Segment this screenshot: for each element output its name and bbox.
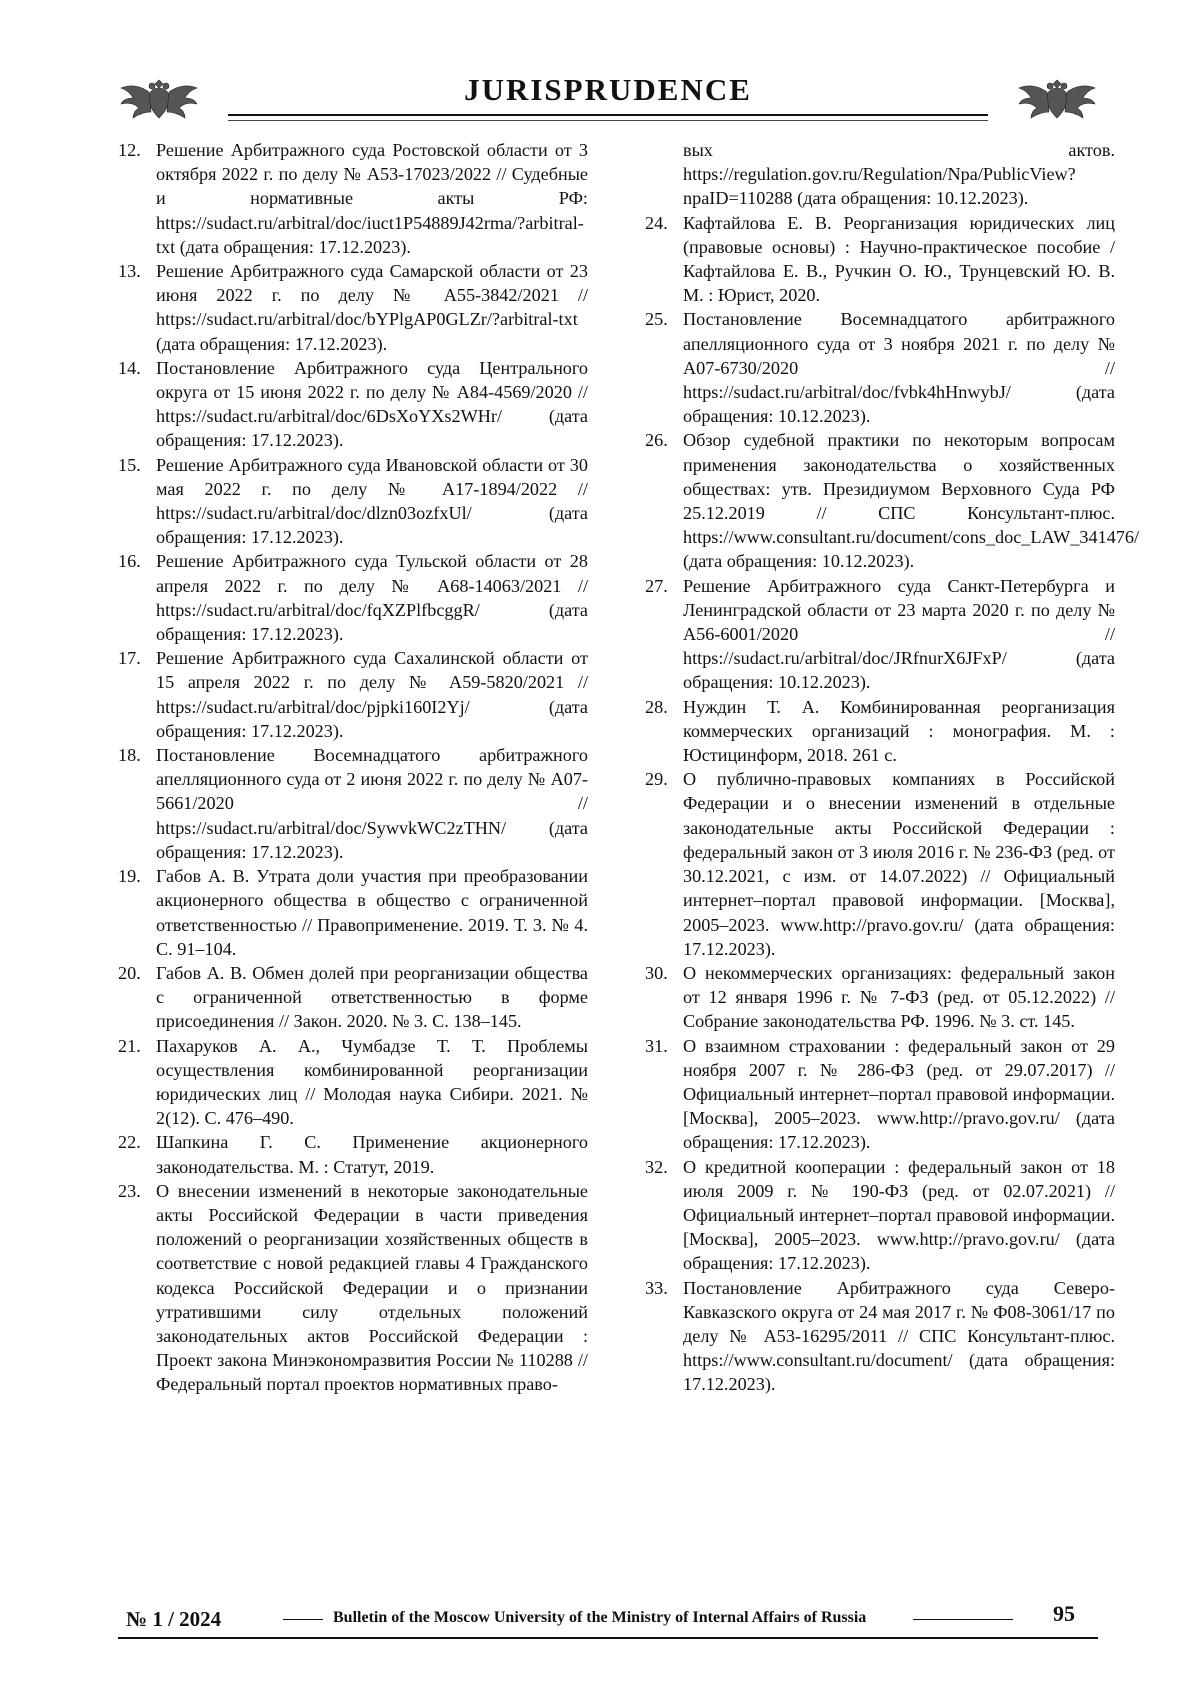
reference-number: 29. bbox=[645, 769, 668, 790]
double-headed-eagle-emblem-icon bbox=[1016, 74, 1098, 126]
reference-text: Решение Арбитражного суда Тульской области от 28 апреля 2022 г. по делу № А68-14063/2021 // https://sudact.ru/arbitral/doc/fqXZPlfbcggR/ (дата обращения: 17.12.2023). bbox=[156, 551, 588, 645]
reference-text: О кредитной кооперации : федеральный закон от 18 июля 2009 г. № 190-ФЗ (ред. от 02.07.2021) // Официальный интернет–портал правовой информации. [Москва], 2005–2023. www.http://pravo.gov.ru/ (дата обращения: 17.12.2023). bbox=[683, 1156, 1115, 1274]
reference-number: 15. bbox=[118, 454, 141, 475]
section-title: JURISPRUDENCE bbox=[464, 72, 752, 107]
reference-text: О некоммерческих организациях: федеральный закон от 12 января 1996 г. № 7-ФЗ (ред. от 05.12.2022) // Собрание законодательства РФ. 1996. № 3. ст. 145. bbox=[683, 962, 1115, 1032]
reference-text: Решение Арбитражного суда Сахалинской области от 15 апреля 2022 г. по делу № А59-5820/2021 // https://sudact.ru/arbitral/doc/pjpki160I2Yj/ (дата обращения: 17.12.2023). bbox=[156, 648, 588, 741]
reference-text: Обзор судебной практики по некоторым вопросам применения законодательства о хозяйственных обществах: утв. Президиумом Верховного Суда РФ 25.12.2019 // СПС Консультант-плюс. https://www.consultant.ru/document/cons_doc_LAW_341476/ (дата обращения: 10.12.2023). bbox=[683, 430, 1140, 572]
reference-number: 20. bbox=[118, 962, 141, 983]
reference-number: 18. bbox=[118, 745, 141, 766]
page-number: 95 bbox=[1053, 1601, 1075, 1626]
reference-item bbox=[645, 961, 1115, 1034]
reference-number: 30. bbox=[645, 962, 668, 983]
reference-item bbox=[118, 961, 588, 1034]
reference-text: Решение Арбитражного суда Самарской области от 23 июня 2022 г. по делу № А55-3842/2021 // https://sudact.ru/arbitral/doc/bYPlgAP0GLZr/?arbitral-txt (дата обращения: 17.12.2023). bbox=[156, 261, 588, 354]
reference-number: 17. bbox=[118, 648, 141, 669]
reference-item bbox=[645, 211, 1115, 308]
reference-item bbox=[645, 1155, 1115, 1276]
journal-title: Bulletin of the Moscow University of the Ministry of Internal Affairs of Russia bbox=[333, 1609, 867, 1626]
reference-item bbox=[645, 767, 1115, 961]
reference-text: Постановление Восемнадцатого арбитражного апелляционного суда от 3 ноября 2021 г. по делу № А07-6730/2020 // https://sudact.ru/arbitral/doc/fvbk4hHnwybJ/ (дата обращения: 10.12.2023). bbox=[683, 309, 1115, 427]
reference-item bbox=[645, 695, 1115, 768]
reference-number: 28. bbox=[645, 696, 668, 717]
reference-number: 33. bbox=[645, 1277, 668, 1298]
reference-item bbox=[118, 743, 588, 864]
reference-text: Нуждин Т. А. Комбинированная реорганизация коммерческих организаций : монография. М. : Юстицинформ, 2018. 261 с. bbox=[683, 696, 1115, 766]
reference-number: 21. bbox=[118, 1035, 141, 1056]
reference-number: 12. bbox=[118, 140, 141, 160]
reference-item bbox=[645, 574, 1115, 695]
reference-item bbox=[118, 259, 588, 356]
header-divider-thin bbox=[228, 120, 988, 121]
reference-text: Шапкина Г. С. Применение акционерного законодательства. М. : Статут, 2019. bbox=[156, 1132, 588, 1177]
reference-number: 19. bbox=[118, 866, 141, 887]
reference-number: 22. bbox=[118, 1132, 141, 1153]
footer-divider bbox=[118, 1637, 1098, 1639]
reference-number: 26. bbox=[645, 430, 668, 451]
reference-number: 16. bbox=[118, 551, 141, 572]
reference-number: 23. bbox=[118, 1180, 141, 1201]
double-headed-eagle-emblem-icon bbox=[118, 74, 200, 126]
reference-item bbox=[645, 1276, 1115, 1397]
references-column-right bbox=[645, 138, 1140, 1397]
reference-item bbox=[118, 1034, 588, 1131]
reference-text: О внесении изменений в некоторые законодательные акты Российской Федерации в части приведения положений о реорганизации хозяйственных обществ в соответствие с новой редакцией главы 4 Гражданского кодекса Российской Федерации и о признании утратившими силу отдельных положений законодательных актов Российской Федерации : Проект закона Минэкономразвития России № 110288 // Федеральный портал проектов нормативных право- bbox=[156, 1180, 588, 1395]
references-column-left bbox=[118, 138, 588, 1397]
reference-number: 31. bbox=[645, 1035, 668, 1056]
reference-number: 32. bbox=[645, 1156, 668, 1177]
reference-item bbox=[645, 1034, 1115, 1155]
reference-item bbox=[118, 138, 588, 259]
reference-number: 25. bbox=[645, 309, 668, 330]
reference-number: 14. bbox=[118, 357, 141, 378]
reference-text: Габов А. В. Утрата доли участия при преобразовании акционерного общества в общество с ограниченной ответственностью // Правоприменение. 2019. Т. 3. № 4. С. 91–104. bbox=[156, 866, 588, 959]
header-divider bbox=[228, 114, 988, 116]
reference-continuation: вых актов. https://regulation.gov.ru/Regulation/Npa/PublicView?npaID=110288 (дата обращения: 10.12.2023). bbox=[683, 140, 1115, 209]
footer-dash bbox=[283, 1619, 323, 1620]
reference-item bbox=[118, 1179, 588, 1397]
reference-text: Постановление Арбитражного суда Центрального округа от 15 июня 2022 г. по делу № А84-4569/2020 // https://sudact.ru/arbitral/doc/6DsXoYXs2WHr/ (дата обращения: 17.12.2023). bbox=[156, 357, 588, 451]
reference-item bbox=[645, 307, 1115, 428]
reference-text: Кафтайлова Е. В. Реорганизация юридических лиц (правовые основы) : Научно-практическое пособие / Кафтайлова Е. В., Ручкин О. Ю., Трунцевский Ю. В. М. : Юрист, 2020. bbox=[683, 212, 1115, 306]
reference-text: Габов А. В. Обмен долей при реорганизации общества с ограниченной ответственностью в форме присоединения // Закон. 2020. № 3. С. 138–145. bbox=[156, 962, 588, 1032]
reference-item bbox=[118, 646, 588, 743]
reference-number: 13. bbox=[118, 261, 141, 282]
reference-text: О взаимном страховании : федеральный закон от 29 ноября 2007 г. № 286-ФЗ (ред. от 29.07.2017) // Официальный интернет–портал правовой информации. [Москва], 2005–2023. www.http://pravo.gov.ru/ (дата обращения: 17.12.2023). bbox=[683, 1035, 1115, 1153]
reference-text: Решение Арбитражного суда Ростовской области от 3 октября 2022 г. по делу № А53-17023/2022 // Судебные и нормативные акты РФ: https://sudact.ru/arbitral/doc/iuct1P54889J42rma/?arbitral-txt (дата обращения: 17.12.2023). bbox=[156, 140, 588, 257]
footer-dash bbox=[913, 1619, 1013, 1620]
reference-item bbox=[118, 453, 588, 550]
reference-text: О публично-правовых компаниях в Российской Федерации и о внесении изменений в отдельные законодательные акты Российской Федерации : федеральный закон от 3 июля 2016 г. № 236-ФЗ (ред. от 30.12.2021, с изм. от 14.07.2022) // Официальный интернет–портал правовой информации. [Москва], 2005–2023. www.http://pravo.gov.ru/ (дата обращения: 17.12.2023). bbox=[683, 769, 1115, 959]
reference-item bbox=[118, 864, 588, 961]
reference-text: Решение Арбитражного суда Ивановской области от 30 мая 2022 г. по делу № А17-1894/2022 // https://sudact.ru/arbitral/doc/dlzn03ozfxUl/ (дата обращения: 17.12.2023). bbox=[156, 454, 588, 548]
page-footer bbox=[118, 1595, 1098, 1635]
reference-item bbox=[118, 549, 588, 646]
reference-text: Решение Арбитражного суда Санкт-Петербурга и Ленинградской области от 23 марта 2020 г. по делу № А56-6001/2020 // https://sudact.ru/arbitral/doc/JRfnurX6JFxP/ (дата обращения: 10.12.2023). bbox=[683, 575, 1115, 693]
reference-text: Постановление Арбитражного суда Северо-Кавказского округа от 24 мая 2017 г. № Ф08-3061/17 по делу № А53-16295/2011 // СПС Консультант-плюс. https://www.consultant.ru/document/ (дата обращения: 17.12.2023). bbox=[683, 1277, 1115, 1395]
page-header bbox=[118, 62, 1098, 132]
reference-text: Пахаруков А. А., Чумбадзе Т. Т. Проблемы осуществления комбинированной реорганизации юридических лиц // Молодая наука Сибири. 2021. № 2(12). С. 476–490. bbox=[156, 1035, 588, 1129]
issue-number: № 1 / 2024 bbox=[126, 1607, 222, 1631]
reference-item bbox=[118, 356, 588, 453]
reference-item bbox=[645, 428, 1140, 573]
reference-item bbox=[118, 1130, 588, 1178]
reference-text: Постановление Восемнадцатого арбитражного апелляционного суда от 2 июня 2022 г. по делу № А07-5661/2020 // https://sudact.ru/arbitral/doc/SywvkWC2zTHN/ (дата обращения: 17.12.2023). bbox=[156, 745, 588, 862]
reference-number: 24. bbox=[645, 212, 668, 233]
reference-number: 27. bbox=[645, 575, 668, 596]
